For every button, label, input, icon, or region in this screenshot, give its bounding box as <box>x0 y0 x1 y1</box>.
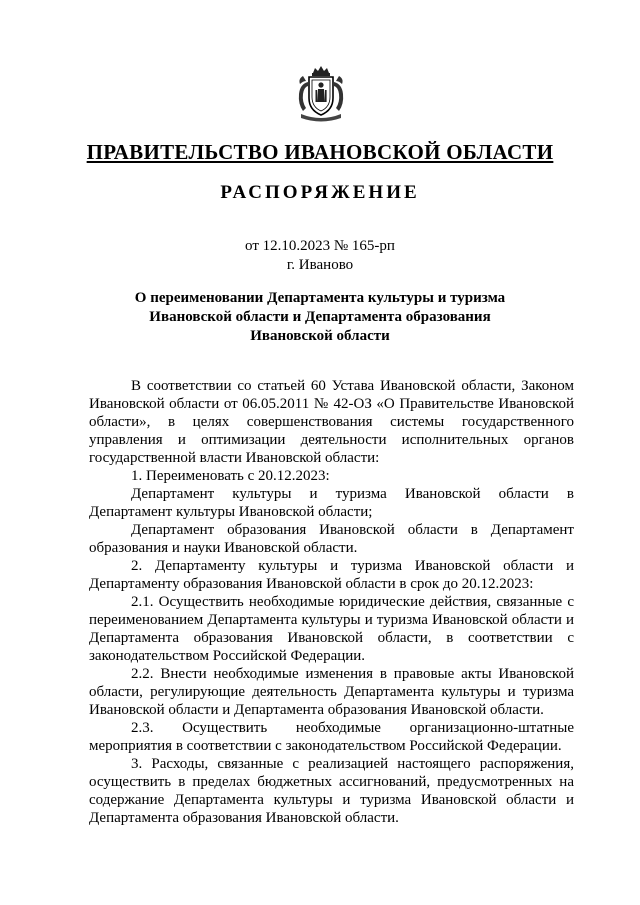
subject-line: Ивановской области <box>250 328 390 344</box>
subject-line: Ивановской области и Департамента образования <box>149 309 491 325</box>
document-type: РАСПОРЯЖЕНИЕ <box>220 182 420 203</box>
clause-1-item-culture: Департамент культуры и туризма Ивановской области в Департамент культуры Ивановской области; <box>89 486 574 520</box>
document-city: г. Иваново <box>286 257 354 273</box>
document-date-number: от 12.10.2023 № 165-рп <box>245 238 395 254</box>
document-body <box>89 377 574 827</box>
clause-1: 1. Переименовать с 20.12.2023: <box>131 468 330 484</box>
document-subject <box>120 289 520 346</box>
preamble-paragraph: В соответствии со статьей 60 Устава Ивановской области, Законом Ивановской области от 06.05.2011 № 42-ОЗ «О Правительстве Ивановской области», в целях совершенствования системы государственного управления и оптимизации деятельности исполнительных органов государственной власти Ивановской области: <box>89 378 574 466</box>
clause-2: 2. Департаменту культуры и туризма Ивановской области и Департаменту образования Ивановской области в срок до 20.12.2023: <box>89 558 574 592</box>
clause-2-2: 2.2. Внести необходимые изменения в правовые акты Ивановской области, регулирующие деятельность Департамента культуры и туризма Ивановской области и Департамента образования Ивановской области. <box>89 666 574 718</box>
subject-line: О переименовании Департамента культуры и туризма <box>134 290 506 306</box>
clause-1-item-education: Департамент образования Ивановской области в Департамент образования и науки Ивановской области. <box>89 522 574 556</box>
clause-2-1: 2.1. Осуществить необходимые юридические действия, связанные с переименованием Департамента культуры и туризма Ивановской области и Департамента образования Ивановской области, в соответствии с законодательством Российской Федерации. <box>89 594 574 664</box>
coat-of-arms-icon <box>294 64 348 124</box>
clause-3: 3. Расходы, связанные с реализацией настоящего распоряжения, осуществить в пределах бюджетных ассигнований, предусмотренных на содержание Департамента культуры и туризма Ивановской области и Департамента образования Ивановской области. <box>89 756 574 826</box>
clause-2-3: 2.3. Осуществить необходимые организационно-штатные мероприятия в соответствии с законодательством Российской Федерации. <box>89 720 574 754</box>
organization-title: ПРАВИТЕЛЬСТВО ИВАНОВСКОЙ ОБЛАСТИ <box>86 140 554 164</box>
